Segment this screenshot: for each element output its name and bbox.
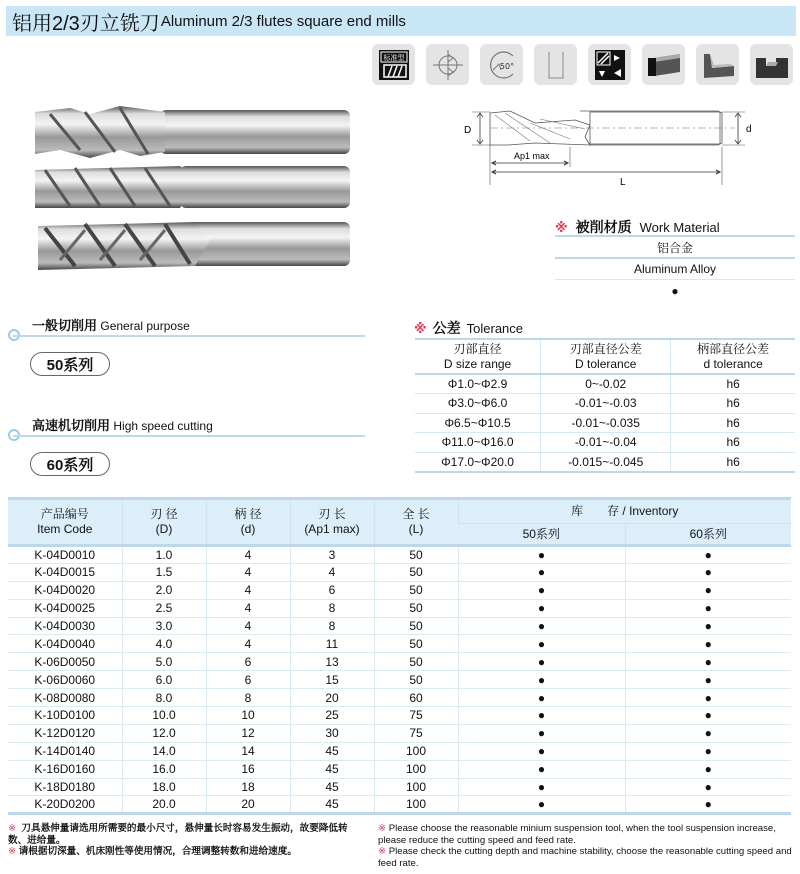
cell-flute-length: 8 xyxy=(290,599,374,617)
tol-d-tolerance: -0.01~-0.035 xyxy=(541,413,671,433)
cell-item-code: K-04D0015 xyxy=(8,563,122,581)
cell-stock-50: ● xyxy=(458,563,625,581)
header-series-50: 50系列 xyxy=(458,524,625,546)
cell-cutting-diameter: 4.0 xyxy=(122,635,206,653)
cell-stock-50: ● xyxy=(458,724,625,742)
notes-chinese xyxy=(8,823,363,858)
cell-cutting-diameter: 12.0 xyxy=(122,724,206,742)
cell-shank-diameter: 4 xyxy=(206,563,290,581)
cell-stock-60: ● xyxy=(625,671,791,689)
tol-header-d-tolerance: 刃部直径公差 D tolerance xyxy=(541,339,671,374)
cell-overall-length: 50 xyxy=(374,617,458,635)
product-row xyxy=(8,760,791,778)
title-bar xyxy=(6,6,796,36)
cell-shank-diameter: 20 xyxy=(206,796,290,814)
product-row xyxy=(8,599,791,617)
cell-stock-50: ● xyxy=(458,689,625,707)
tolerance-row xyxy=(415,433,795,453)
cell-stock-60: ● xyxy=(625,581,791,599)
tol-shank-tolerance: h6 xyxy=(671,394,795,414)
end-mill-high-speed xyxy=(38,222,350,270)
tolerance-heading xyxy=(414,318,523,338)
product-table xyxy=(8,497,791,815)
cell-item-code: K-18D0180 xyxy=(8,778,122,796)
cell-item-code: K-14D0140 xyxy=(8,742,122,760)
tol-d-range: Φ3.0~Φ6.0 xyxy=(415,394,541,414)
section-title-cn: 一般切削用 xyxy=(32,318,98,333)
cell-stock-60: ● xyxy=(625,653,791,671)
cell-shank-diameter: 4 xyxy=(206,635,290,653)
cell-flute-length: 45 xyxy=(290,760,374,778)
tol-shank-tolerance: h6 xyxy=(671,374,795,394)
cell-overall-length: 50 xyxy=(374,599,458,617)
cell-shank-diameter: 6 xyxy=(206,653,290,671)
cell-item-code: K-04D0040 xyxy=(8,635,122,653)
cell-cutting-diameter: 8.0 xyxy=(122,689,206,707)
series-badge-50: 50系列 xyxy=(30,352,110,376)
cell-stock-50: ● xyxy=(458,617,625,635)
tolerance-row xyxy=(415,374,795,394)
cell-overall-length: 100 xyxy=(374,778,458,796)
helix-angle-icon xyxy=(480,44,523,85)
cell-cutting-diameter: 16.0 xyxy=(122,760,206,778)
cell-stock-60: ● xyxy=(625,689,791,707)
material-cn: 铝合金 xyxy=(555,235,795,257)
cell-stock-60: ● xyxy=(625,546,791,564)
section-title-en: General purpose xyxy=(100,319,190,333)
series-badge-60: 60系列 xyxy=(30,452,110,476)
cell-shank-diameter: 12 xyxy=(206,724,290,742)
cell-stock-50: ● xyxy=(458,742,625,760)
work-material-title-cn: 被削材质 xyxy=(575,219,632,235)
cell-flute-length: 45 xyxy=(290,796,374,814)
cell-overall-length: 50 xyxy=(374,635,458,653)
header-item-code: 产品编号 Item Code xyxy=(8,499,122,546)
cell-cutting-diameter: 10.0 xyxy=(122,707,206,725)
header-flute-length: 刃 长 (Ap1 max) xyxy=(290,499,374,546)
note-en-2: ※ Please check the cutting depth and machine stability, choose the reasonable cutting speed and feed rate. xyxy=(378,846,792,869)
header-overall-length: 全 长 (L) xyxy=(374,499,458,546)
note-cn-1: ※ 刀具悬伸量请选用所需要的最小尺寸，悬伸量长时容易发生振动，故要降低转数、进给量。 xyxy=(8,823,348,846)
cell-shank-diameter: 8 xyxy=(206,689,290,707)
tolerance-table xyxy=(415,338,795,473)
cell-item-code: K-04D0030 xyxy=(8,617,122,635)
cell-overall-length: 50 xyxy=(374,563,458,581)
cell-cutting-diameter: 5.0 xyxy=(122,653,206,671)
cell-flute-length: 45 xyxy=(290,742,374,760)
cell-shank-diameter: 4 xyxy=(206,617,290,635)
tol-header-d-range: 刃部直径 D size range xyxy=(415,339,541,374)
cell-overall-length: 100 xyxy=(374,796,458,814)
cell-item-code: K-12D0120 xyxy=(8,724,122,742)
cell-flute-length: 20 xyxy=(290,689,374,707)
cell-cutting-diameter: 1.5 xyxy=(122,563,206,581)
cell-flute-length: 13 xyxy=(290,653,374,671)
cell-overall-length: 100 xyxy=(374,742,458,760)
tol-d-range: Φ6.5~Φ10.5 xyxy=(415,413,541,433)
cell-flute-length: 25 xyxy=(290,707,374,725)
product-row xyxy=(8,653,791,671)
cell-shank-diameter: 18 xyxy=(206,778,290,796)
cell-stock-50: ● xyxy=(458,796,625,814)
cell-stock-50: ● xyxy=(458,671,625,689)
reference-mark: ※ xyxy=(555,220,568,235)
cell-cutting-diameter: 2.0 xyxy=(122,581,206,599)
tolerance-row xyxy=(415,394,795,414)
tolerance-row xyxy=(415,452,795,472)
cell-stock-60: ● xyxy=(625,724,791,742)
cell-stock-50: ● xyxy=(458,599,625,617)
cell-overall-length: 75 xyxy=(374,724,458,742)
product-row xyxy=(8,581,791,599)
standard-type-icon xyxy=(372,44,415,85)
cell-stock-50: ● xyxy=(458,546,625,564)
cell-cutting-diameter: 20.0 xyxy=(122,796,206,814)
square-end-icon xyxy=(534,44,577,85)
cell-stock-60: ● xyxy=(625,617,791,635)
cell-stock-60: ● xyxy=(625,563,791,581)
tol-d-range: Φ1.0~Φ2.9 xyxy=(415,374,541,394)
cell-stock-60: ● xyxy=(625,796,791,814)
dimension-drawing xyxy=(450,105,760,195)
section-general-purpose xyxy=(8,315,190,374)
cell-item-code: K-06D0060 xyxy=(8,671,122,689)
tol-d-tolerance: -0.015~-0.045 xyxy=(541,452,671,472)
cell-item-code: K-06D0050 xyxy=(8,653,122,671)
cell-stock-60: ● xyxy=(625,760,791,778)
end-mill-product-images xyxy=(30,100,360,280)
slotting-icon xyxy=(750,44,793,85)
cell-shank-diameter: 6 xyxy=(206,671,290,689)
cell-cutting-diameter: 2.5 xyxy=(122,599,206,617)
side-milling-icon xyxy=(642,44,685,85)
header-inventory: 库 存 / Inventory xyxy=(458,499,791,524)
product-row xyxy=(8,778,791,796)
cell-flute-length: 15 xyxy=(290,671,374,689)
cell-flute-length: 6 xyxy=(290,581,374,599)
title-chinese: 铝用2/3刃立铣刀 xyxy=(12,12,160,35)
header-cutting-diameter: 刃 径 (D) xyxy=(122,499,206,546)
section-heading xyxy=(8,315,190,334)
cell-overall-length: 50 xyxy=(374,581,458,599)
feature-icons xyxy=(372,44,793,85)
cell-cutting-diameter: 14.0 xyxy=(122,742,206,760)
section-title-en: High speed cutting xyxy=(113,419,213,433)
cell-overall-length: 100 xyxy=(374,760,458,778)
product-row xyxy=(8,707,791,725)
product-row xyxy=(8,671,791,689)
work-material-table xyxy=(555,235,795,301)
cell-stock-50: ● xyxy=(458,581,625,599)
reference-mark: ※ xyxy=(414,321,427,336)
cell-stock-60: ● xyxy=(625,599,791,617)
cell-stock-50: ● xyxy=(458,635,625,653)
title-english: Aluminum 2/3 flutes square end mills xyxy=(160,12,406,30)
cell-cutting-diameter: 6.0 xyxy=(122,671,206,689)
cell-flute-length: 8 xyxy=(290,617,374,635)
tolerance-row xyxy=(415,413,795,433)
work-material-heading xyxy=(555,217,720,237)
center-cutting-icon xyxy=(426,44,469,85)
product-row xyxy=(8,563,791,581)
cell-stock-50: ● xyxy=(458,707,625,725)
tol-shank-tolerance: h6 xyxy=(671,413,795,433)
cell-stock-50: ● xyxy=(458,760,625,778)
cell-shank-diameter: 4 xyxy=(206,581,290,599)
cell-shank-diameter: 14 xyxy=(206,742,290,760)
product-row xyxy=(8,689,791,707)
cell-stock-60: ● xyxy=(625,778,791,796)
header-shank-diameter: 柄 径 (d) xyxy=(206,499,290,546)
section-divider xyxy=(13,335,365,337)
product-row xyxy=(8,617,791,635)
cell-overall-length: 50 xyxy=(374,653,458,671)
cell-cutting-diameter: 18.0 xyxy=(122,778,206,796)
product-row xyxy=(8,796,791,814)
cell-flute-length: 45 xyxy=(290,778,374,796)
cutting-direction-icon xyxy=(588,44,631,85)
end-mill-3-flute xyxy=(35,166,350,208)
cell-flute-length: 4 xyxy=(290,563,374,581)
cell-overall-length: 50 xyxy=(374,546,458,564)
tol-d-tolerance: -0.01~-0.04 xyxy=(541,433,671,453)
cell-cutting-diameter: 1.0 xyxy=(122,546,206,564)
header-series-60: 60系列 xyxy=(625,524,791,546)
svg-text:标准型: 标准型 xyxy=(383,53,404,62)
section-title-cn: 高速机切削用 xyxy=(32,418,111,433)
cell-item-code: K-04D0025 xyxy=(8,599,122,617)
tol-d-range: Φ11.0~Φ16.0 xyxy=(415,433,541,453)
notes-english xyxy=(378,823,796,869)
cell-stock-60: ● xyxy=(625,742,791,760)
cell-stock-50: ● xyxy=(458,778,625,796)
cell-item-code: K-10D0100 xyxy=(8,707,122,725)
end-mill-2-flute xyxy=(35,106,350,158)
cell-flute-length: 3 xyxy=(290,546,374,564)
product-row xyxy=(8,635,791,653)
cell-overall-length: 60 xyxy=(374,689,458,707)
tolerance-title-en: Tolerance xyxy=(466,321,524,336)
tol-d-tolerance: -0.01~-0.03 xyxy=(541,394,671,414)
label-D: D xyxy=(464,125,472,136)
work-material-title-en: Work Material xyxy=(639,220,720,235)
tol-d-range: Φ17.0~Φ20.0 xyxy=(415,452,541,472)
label-L: L xyxy=(620,177,626,188)
cell-overall-length: 75 xyxy=(374,707,458,725)
cell-shank-diameter: 4 xyxy=(206,599,290,617)
cell-item-code: K-20D0200 xyxy=(8,796,122,814)
cell-flute-length: 30 xyxy=(290,724,374,742)
section-heading xyxy=(8,415,213,434)
cell-stock-50: ● xyxy=(458,653,625,671)
shoulder-milling-icon xyxy=(696,44,739,85)
material-en: Aluminum Alloy xyxy=(555,257,795,279)
label-ap1-max: Ap1 max xyxy=(514,151,550,161)
tolerance-title-cn: 公差 xyxy=(432,320,461,336)
section-divider xyxy=(13,435,365,437)
product-row xyxy=(8,724,791,742)
tol-shank-tolerance: h6 xyxy=(671,452,795,472)
cell-shank-diameter: 16 xyxy=(206,760,290,778)
cell-item-code: K-04D0010 xyxy=(8,546,122,564)
label-d: d xyxy=(746,124,752,135)
product-row xyxy=(8,546,791,564)
cell-cutting-diameter: 3.0 xyxy=(122,617,206,635)
section-high-speed xyxy=(8,415,213,474)
note-en-1: ※ Please choose the reasonable minium suspension tool, when the tool suspension increase, please reduce the cutting speed and feed rate. xyxy=(378,823,776,846)
cell-item-code: K-16D0160 xyxy=(8,760,122,778)
cell-overall-length: 50 xyxy=(374,671,458,689)
svg-text:50°: 50° xyxy=(499,61,514,71)
cell-flute-length: 11 xyxy=(290,635,374,653)
cell-shank-diameter: 4 xyxy=(206,546,290,564)
cell-shank-diameter: 10 xyxy=(206,707,290,725)
material-suitability: ● xyxy=(555,279,795,301)
cell-stock-60: ● xyxy=(625,707,791,725)
tol-shank-tolerance: h6 xyxy=(671,433,795,453)
tol-d-tolerance: 0~-0.02 xyxy=(541,374,671,394)
cell-stock-60: ● xyxy=(625,635,791,653)
product-row xyxy=(8,742,791,760)
note-cn-2: ※ 请根据切深量、机床刚性等使用情况，合理调整转数和进给速度。 xyxy=(8,846,297,857)
cell-item-code: K-04D0020 xyxy=(8,581,122,599)
tol-header-shank-tolerance: 柄部直径公差 d tolerance xyxy=(671,339,795,374)
cell-item-code: K-08D0080 xyxy=(8,689,122,707)
